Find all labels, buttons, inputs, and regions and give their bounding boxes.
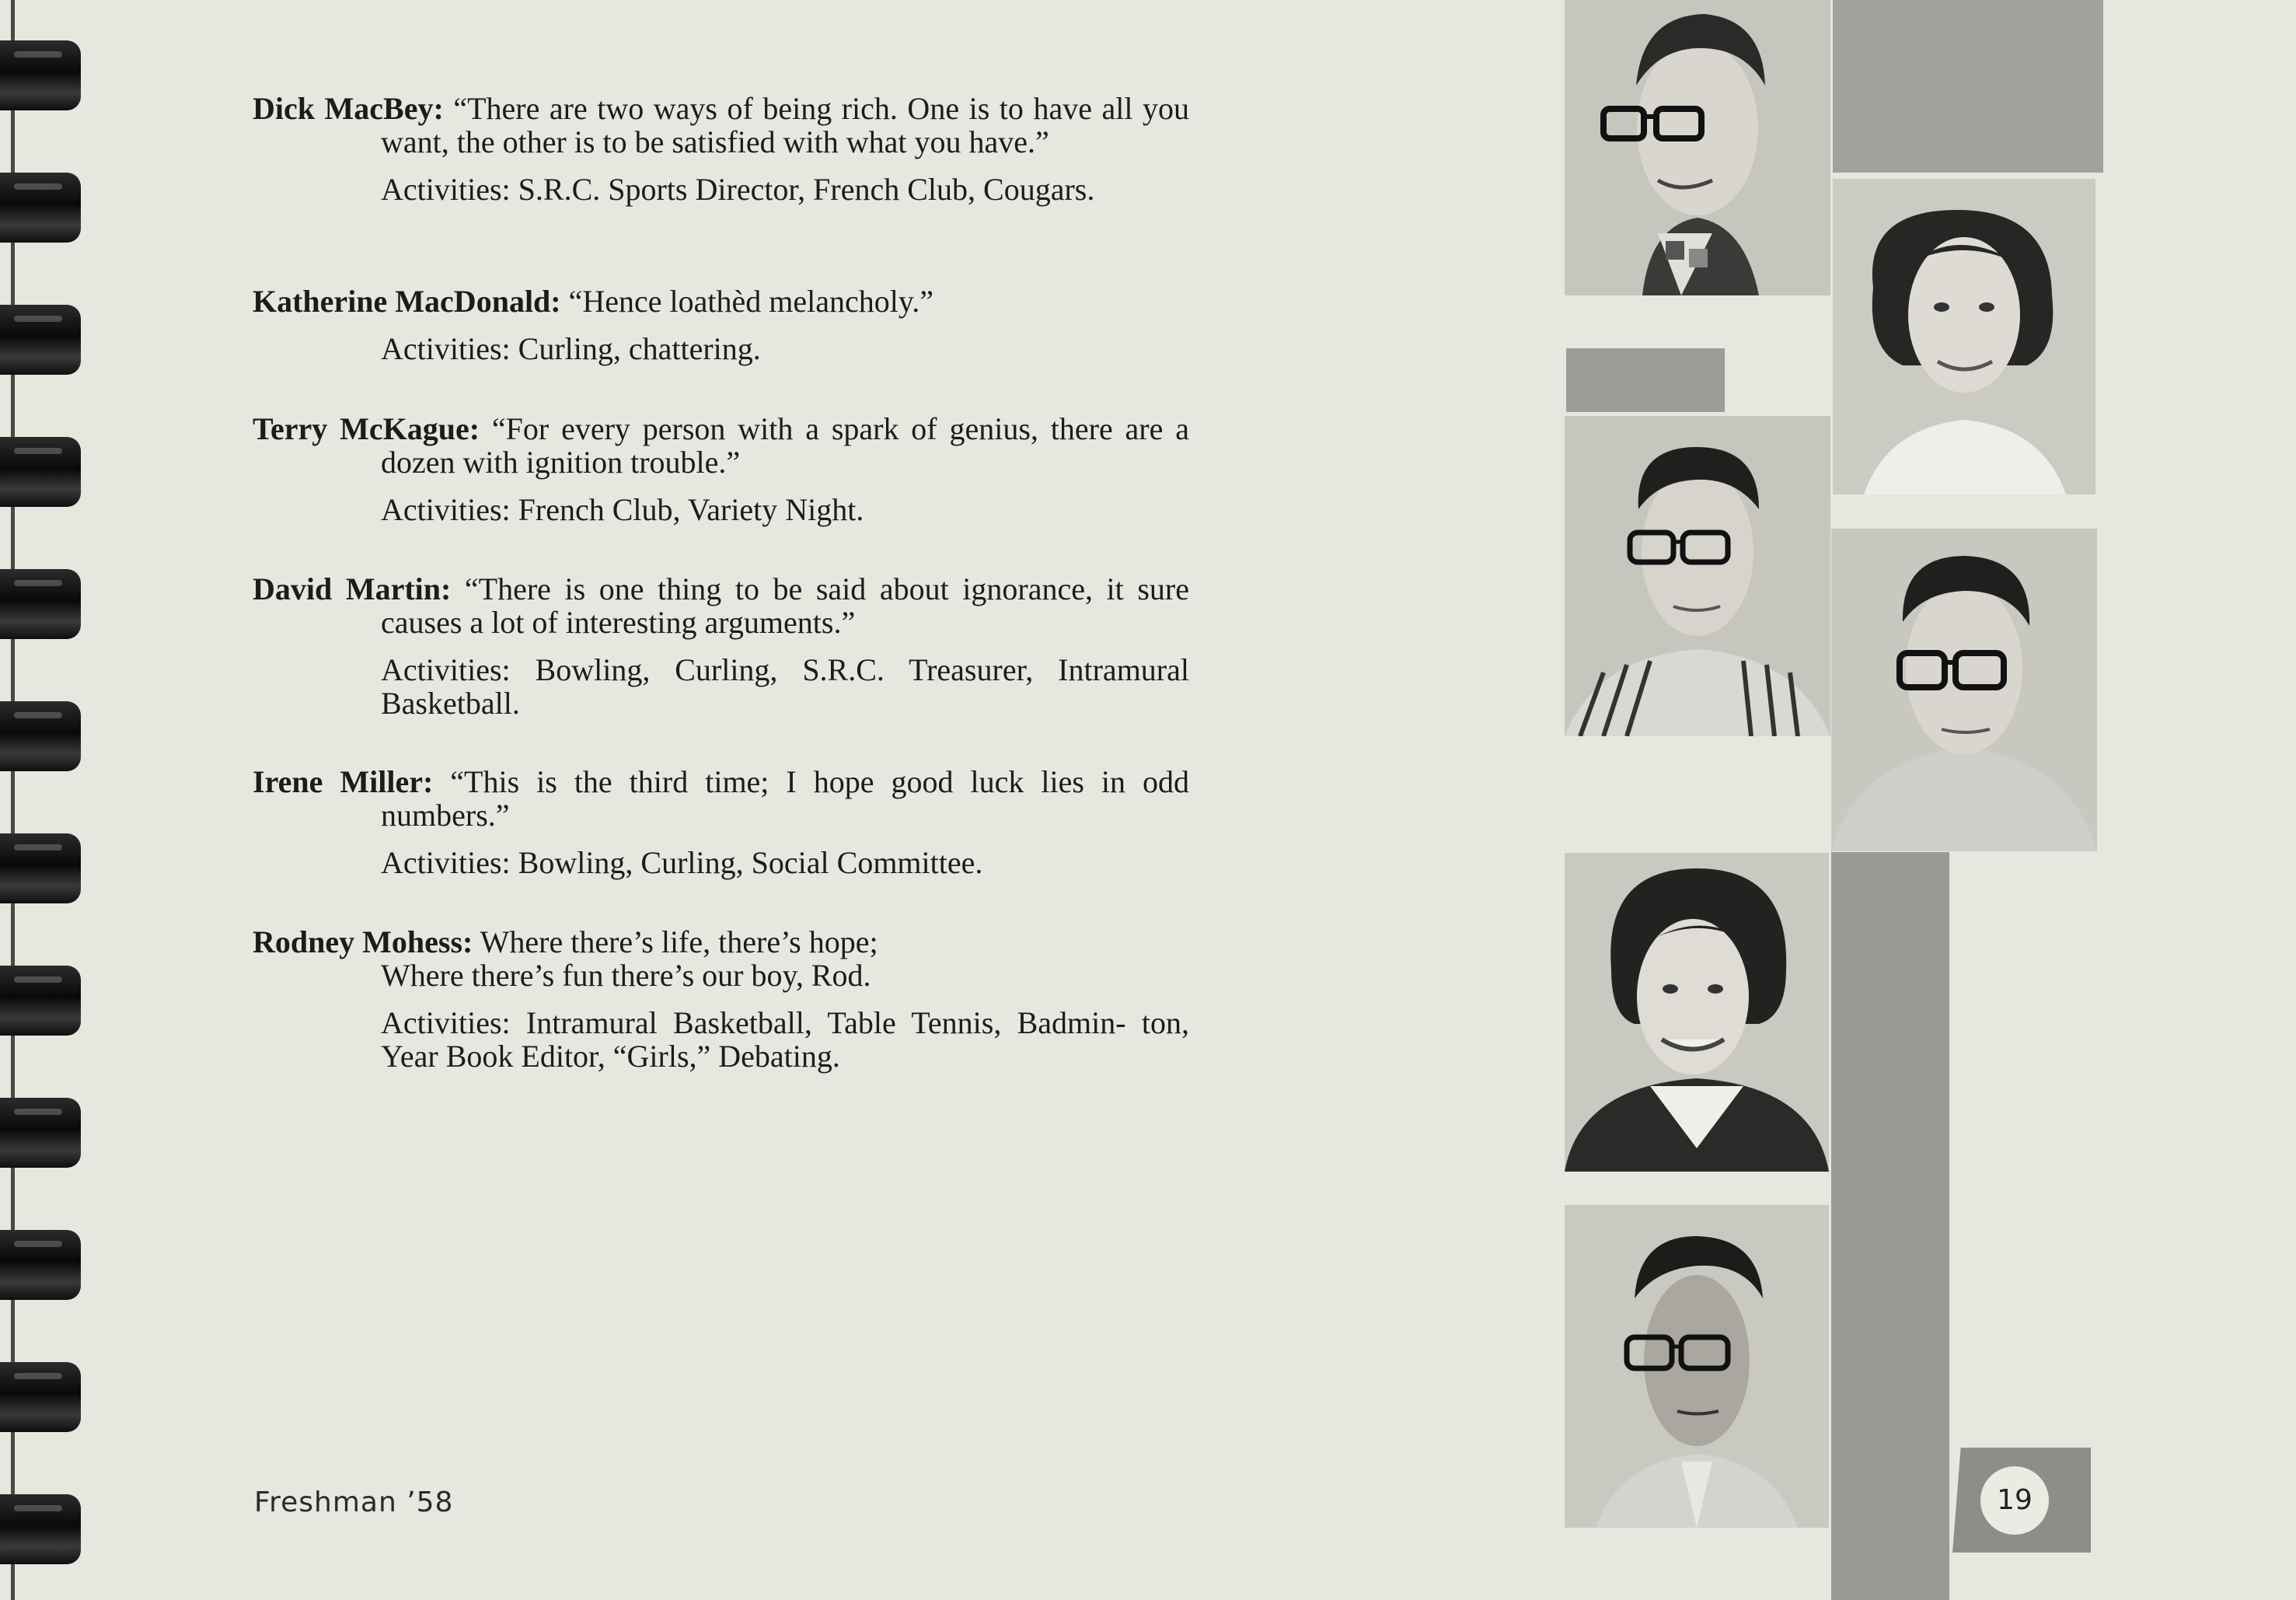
spiral-binding (0, 0, 85, 1600)
student-entry (253, 412, 1189, 572)
katherine-macdonald-photo (1833, 179, 2095, 494)
binding-ring (0, 1494, 81, 1564)
portrait-icon (1831, 529, 2097, 851)
binding-ring (0, 569, 81, 639)
binding-ring (0, 1098, 81, 1168)
entry-quote-paragraph (253, 765, 1189, 832)
student-quote: Where there’s life, there’s hope; (473, 924, 878, 959)
student-entry (253, 285, 1189, 412)
portrait-icon (1565, 853, 1829, 1172)
portrait-icon (1833, 179, 2095, 494)
student-quote-line2: Where there’s fun there’s our boy, Rod. (381, 958, 871, 993)
decorative-block (1831, 852, 1949, 1600)
entry-quote-paragraph (253, 925, 1189, 959)
student-entry (253, 765, 1189, 925)
student-quote: “There is one thing to be said about ignorance, it sure causes a lot of interesting arguments.” (381, 571, 1189, 640)
decorative-block (1566, 348, 1725, 412)
dick-macbey-photo (1565, 0, 1830, 295)
binding-ring (0, 966, 81, 1036)
student-quote: “There are two ways of being rich. One is to have all you want, the other is to be satisfied with what you have.” (381, 91, 1189, 159)
binding-ring (0, 437, 81, 507)
student-entry (253, 925, 1189, 1073)
student-entry (253, 572, 1189, 765)
terry-mckague-photo (1565, 416, 1830, 736)
binding-ring (0, 1362, 81, 1432)
student-activities: Activities: Bowling, Curling, S.R.C. Treasurer, Intramural Basketball. (381, 652, 1189, 721)
entry-quote-paragraph (253, 92, 1189, 159)
student-name: Terry McKague: (253, 411, 480, 446)
student-activities: Activities: Intramural Basketball, Table Tennis, Badmin‐ ton, Year Book Editor, “Girls,” Debating. (381, 1005, 1189, 1074)
page-number: 19 (1980, 1466, 2049, 1535)
portrait-icon (1565, 0, 1830, 295)
binding-ring (0, 305, 81, 375)
binding-ring (0, 833, 81, 903)
binding-ring (0, 1230, 81, 1300)
david-martin-photo (1831, 529, 2097, 851)
student-name: David Martin: (253, 571, 452, 606)
rodney-mohess-photo (1565, 1205, 1829, 1528)
student-activities: Activities: French Club, Variety Night. (381, 492, 864, 527)
student-entry (253, 92, 1189, 285)
entry-quote-paragraph (253, 285, 1189, 318)
entry-quote-paragraph (253, 572, 1189, 639)
binding-ring (0, 40, 81, 110)
student-activities: Activities: Bowling, Curling, Social Committee. (381, 845, 983, 880)
decorative-block (1833, 0, 2103, 173)
entry-quote-paragraph (253, 412, 1189, 479)
student-quote: “This is the third time; I hope good luck lies in odd numbers.” (381, 764, 1189, 833)
portrait-icon (1565, 416, 1830, 736)
yearbook-footer-title: Freshman ’58 (254, 1486, 454, 1518)
student-name: Dick MacBey: (253, 91, 444, 126)
portrait-icon (1565, 1205, 1829, 1528)
binding-ring (0, 701, 81, 771)
student-name: Rodney Mohess: (253, 924, 473, 959)
student-quote: “Hence loathèd melancholy.” (560, 284, 934, 319)
irene-miller-photo (1565, 853, 1829, 1172)
student-name: Katherine MacDonald: (253, 284, 561, 319)
student-activities: Activities: S.R.C. Sports Director, French Club, Cougars. (381, 172, 1095, 207)
binding-ring (0, 173, 81, 243)
student-name: Irene Miller: (253, 764, 434, 799)
student-quote: “For every person with a spark of genius, there are a dozen with ignition trouble.” (381, 411, 1189, 480)
student-activities: Activities: Curling, chattering. (381, 331, 761, 366)
student-entries (253, 92, 1189, 1073)
